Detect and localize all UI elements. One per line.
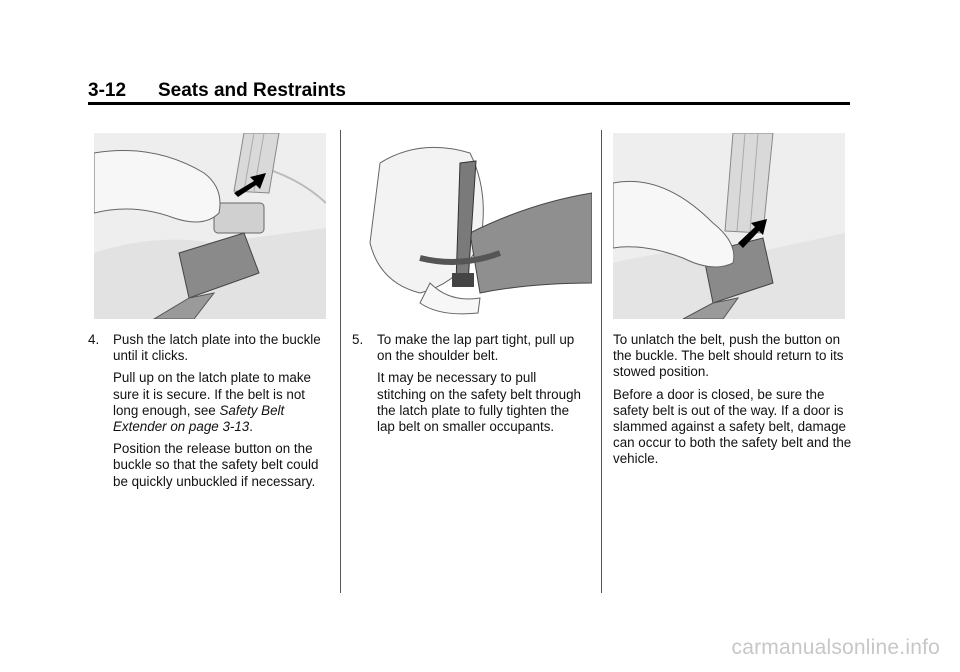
page-number: 3-12 [88,80,127,101]
step-number: 5. [352,332,364,347]
column-divider [340,130,341,593]
lap-belt-tightening-illustration [360,133,592,319]
step-number: 4. [88,332,100,347]
watermark: carmanualsonline.info [731,636,940,659]
paragraph-text: Pull up on the latch plate to make sure it is secure. If the belt is not long enough, see [113,370,312,418]
step-paragraph: Position the release button on the buckle so that the safety belt could be quickly unbuckled if necessary. [113,441,319,489]
step-paragraph [113,370,323,435]
step-text: To make the lap part tight, pull up on the shoulder belt. [377,332,575,364]
page-header [88,80,848,102]
body-paragraph: Before a door is closed, be sure the safety belt is out of the way. If a door is slammed against a safety belt, damage can occur to both the safety belt and the vehicle. [613,386,852,467]
step-text: Push the latch plate into the buckle until it clicks. [113,332,321,364]
step-paragraph: It may be necessary to pull stitching on the safety belt through the latch plate to fully tighten the lap belt on smaller occupants. [377,370,581,435]
buckle-latch-illustration [94,133,326,319]
cross-reference-link[interactable]: Safety Belt Extender on page 3-13 [113,402,285,435]
column-2 [352,332,582,441]
body-paragraph: To unlatch the belt, push the button on the buckle. The belt should return to its stowed position. [613,332,844,380]
header-rule [88,102,850,105]
column-3 [613,332,853,474]
column-divider [601,130,602,593]
step-5 [352,332,582,435]
paragraph-text: . [249,419,253,435]
step-4 [88,332,323,490]
column-1 [88,332,323,496]
section-title: Seats and Restraints [158,80,346,101]
buckle-release-illustration [613,133,845,319]
